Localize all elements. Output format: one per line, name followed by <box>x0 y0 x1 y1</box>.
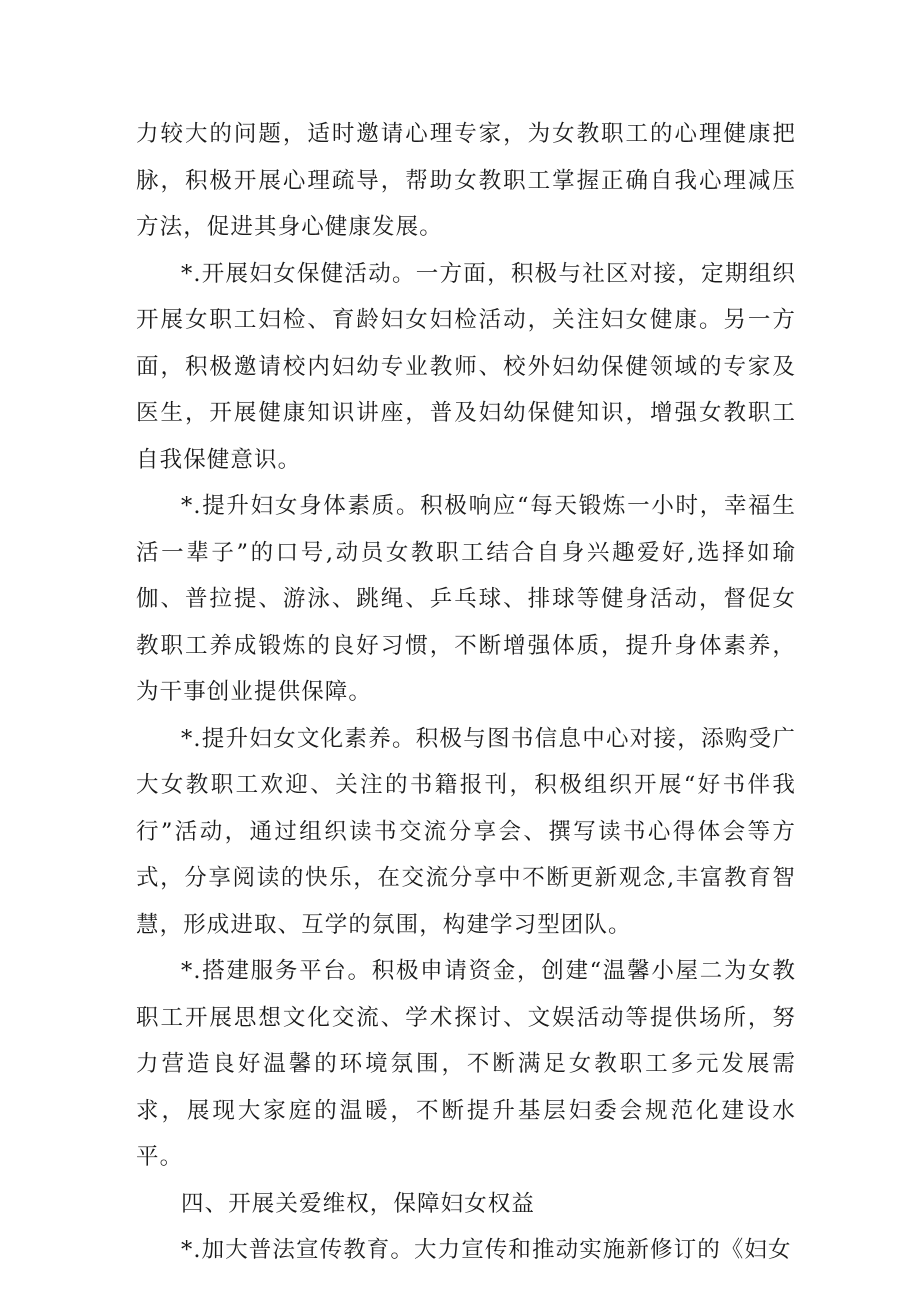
document-page <box>136 111 796 1274</box>
paragraph-physical-fitness: *.提升妇女身体素质。积极响应“每天锻炼一小时，幸福生活一辈子”的口号,动员女教职工结合自身兴趣爱好,选择如瑜伽、普拉提、游泳、跳绳、乒乓球、排球等健身活动，督促女教职工养成锻炼的良好习惯，不断增强体质，提升身体素养，为干事创业提供保障。 <box>136 493 796 705</box>
paragraph-health-activities: *.开展妇女保健活动。一方面，积极与社区对接，定期组织开展女职工妇检、育龄妇女妇检活动，关注妇女健康。另一方面，积极邀请校内妇幼专业教师、校外妇幼保健领域的专家及医生，开展健康知识讲座，普及妇幼保健知识，增强女教职工自我保健意识。 <box>136 260 796 473</box>
paragraph-continuation: 力较大的问题，适时邀请心理专家，为女教职工的心理健康把脉，积极开展心理疏导，帮助女教职工掌握正确自我心理减压方法，促进其身心健康发展。 <box>136 121 796 240</box>
section-heading: 四、开展关爱维权，保障妇女权益 <box>181 1190 536 1217</box>
paragraph-service-platform: *.搭建服务平台。积极申请资金，创建“温馨小屋二为女教职工开展思想文化交流、学术探讨、文娱活动等提供场所，努力营造良好温馨的环境氛围，不断满足女教职工多元发展需求，展现大家庭的温暖，不断提升基层妇委会规范化建设水平。 <box>136 958 796 1170</box>
paragraph-cultural-literacy: *.提升妇女文化素养。积极与图书信息中心对接，添购受广大女教职工欢迎、关注的书籍报刊，积极组织开展“好书伴我行”活动，通过组织读书交流分享会、撰写读书心得体会等方式，分享阅读的快乐，在交流分享中不断更新观念,丰富教育智慧，形成进取、互学的氛围，构建学习型团队。 <box>136 725 796 938</box>
paragraph-legal-education: *.加大普法宣传教育。大力宣传和推动实施新修订的《妇女 <box>181 1237 792 1263</box>
